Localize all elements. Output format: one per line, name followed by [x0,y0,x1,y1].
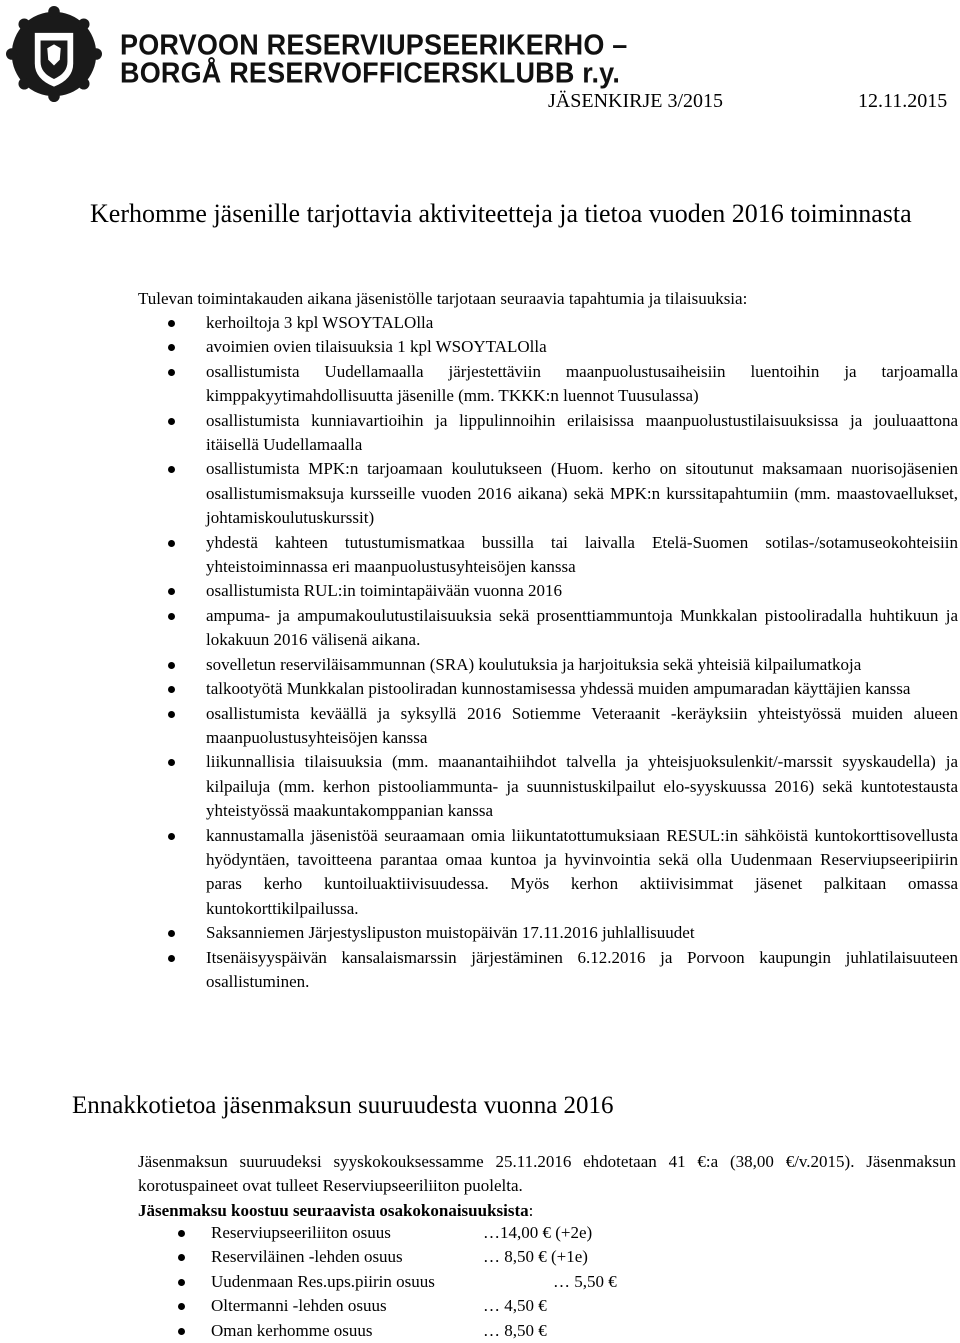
list-item: osallistumista keväällä ja syksyllä 2016 Sotiemme Veteraanit -keräyksiin yhteistyössä muiden alueen maanpuolustusyhteisöjen kanssa [138,702,958,751]
fee-paragraph: Jäsenmaksun suuruudeksi syyskokouksessamme 25.11.2016 ehdotetaan 41 €:a (38,00 €/v.2015). Jäsenmaksun korotuspaineet ovat tulleet Reserviupseeriliiton puolelta. [138,1152,956,1196]
bullet-icon [168,418,175,425]
bullet-icon [168,759,175,766]
list-item: liikunnallisia tilaisuuksia (mm. maanantaihiihdot talvella ja yhteisjuoksulenkit/-marssit syyskaudella) ja kilpailuja (mm. kerhon pistooliammunta- ja suunnistuskilpailut elo-syyskuussa 2016) sekä kuntotestausta yhteistyössä maakuntakomppanian kanssa [138,750,958,823]
list-item: Itsenäisyyspäivän kansalaismarssin järjestäminen 6.12.2016 ja Porvoon kaupungin juhlatilaisuuteen osallistuminen. [138,946,958,995]
fee-item-amount: … 4,50 € [483,1296,547,1316]
fee-item-amount: … 5,50 € [553,1271,617,1291]
bullet-icon [168,711,175,718]
fee-item-name: Reserviupseeriliiton osuus [211,1223,391,1242]
bullet-icon [168,662,175,669]
fee-item-amount: …14,00 € (+2e) [483,1223,593,1242]
club-emblem-icon [6,6,102,102]
bullet-icon [178,1328,185,1335]
bullet-icon [178,1230,185,1237]
organization-name-sv: BORGÅ RESERVOFFICERSKLUBB r.y. [120,57,621,89]
organization-name-fi: PORVOON RESERVIUPSEERIKERHO – [120,29,628,61]
list-item: kerhoiltoja 3 kpl WSOYTALOlla [138,311,958,335]
fee-item-name: Reserviläinen -lehden osuus [211,1247,403,1267]
bullet-icon [168,540,175,547]
list-item: kannustamalla jäsenistöä seuraamaan omia liikuntatottumuksiaan RESUL:in sähköistä kuntokorttisovellusta hyödyntäen, tavoitteena parantaa omaa kuntoa ja hyvinvointia sekä olla Uudenmaan Reserviupseeripiirin paras kerho kuntoiluaktiivisuudessa. Myös kerhon aktiivisimmat jäsenet palkitaan omassa kuntokorttikilpailussa. [138,824,958,922]
list-item: osallistumista kunniavartioihin ja lippulinnoihin erilaisissa maanpuolustustilaisuuksissa ja jouluaattona itäisellä Uudellamaalla [138,409,958,458]
fee-breakdown-label: Jäsenmaksu koostuu seuraavista osakokonaisuuksista: [138,1200,534,1220]
list-item: ampuma- ja ampumakoulutustilaisuuksia sekä prosenttiammuntoja Munkkalan pistooliradalla huhtikuun ja lokakuun 2016 välisenä aikana. [138,604,958,653]
fee-item-name: Oman kerhomme osuus [211,1320,373,1340]
bullet-icon [168,320,175,327]
list-item: Saksanniemen Järjestyslipuston muistopäivän 17.11.2016 juhlallisuudet [138,921,958,945]
bullet-icon [168,369,175,376]
bullet-icon [168,955,175,962]
bullet-icon [178,1303,185,1310]
bullet-icon [168,588,175,595]
list-item: avoimien ovien tilaisuuksia 1 kpl WSOYTALOlla [138,335,958,359]
bullet-icon [168,613,175,620]
list-item: osallistumista Uudellamaalla järjestettäviin maanpuolustusaiheisiin luentoihin ja tarjoamalla kimppakyytimahdollisuutta jäsenille (mm. TKKK:n luennot Tuusulassa) [138,360,958,409]
bullet-icon [178,1279,185,1286]
bullet-icon [168,833,175,840]
list-item: osallistumista RUL:in toimintapäivään vuonna 2016 [138,579,958,603]
membership-fee-text [138,1150,956,1223]
bullet-icon [168,686,175,693]
list-item: yhdestä kahteen tutustumismatkaa bussilla tai laivalla Etelä-Suomen sotilas-/sotamuseokohteisiin yhteistoiminnassa eri maanpuolustusyhteisöjen kanssa [138,531,958,580]
letter-title: JÄSENKIRJE 3/2015 [548,90,724,112]
list-item: talkootyötä Munkkalan pistooliradan kunnostamisessa yhdessä muiden ampumaradan käyttäjien kanssa [138,677,958,701]
bullet-icon [168,344,175,351]
list-item: osallistumista MPK:n tarjoamaan koulutukseen (Huom. kerho on sitoutunut maksamaan nuorisojäsenien osallistumismaksuja kursseille vuoden 2016 aikana) sekä MPK:n kurssitapahtumiin (mm. maastovaellukset, johtamiskoulutuskurssit) [138,457,958,530]
list-item: sovelletun reserviläisammunnan (SRA) koulutuksia ja harjoituksia sekä yhteisiä kilpailumatkoja [138,653,958,677]
fee-item-amount: … 8,50 € [483,1320,547,1340]
activities-list [138,311,958,994]
bullet-icon [168,930,175,937]
bullet-icon [168,466,175,473]
fee-item-name: Oltermanni -lehden osuus [211,1296,387,1316]
activities-intro: Tulevan toimintakauden aikana jäsenistölle tarjotaan seuraavia tapahtumia ja tilaisuuksia: [138,289,748,308]
membership-fee-heading: Ennakkotietoa jäsenmaksun suuruudesta vuonna 2016 [72,1092,614,1119]
fee-item-name: Uudenmaan Res.ups.piirin osuus [211,1271,435,1291]
fee-item-amount: … 8,50 € (+1e) [483,1247,588,1267]
bullet-icon [178,1254,185,1261]
letter-header [0,0,960,140]
activities-heading: Kerhomme jäsenille tarjottavia aktiviteetteja ja tietoa vuoden 2016 toiminnasta [90,199,912,228]
letter-date: 12.11.2015 [858,90,948,112]
